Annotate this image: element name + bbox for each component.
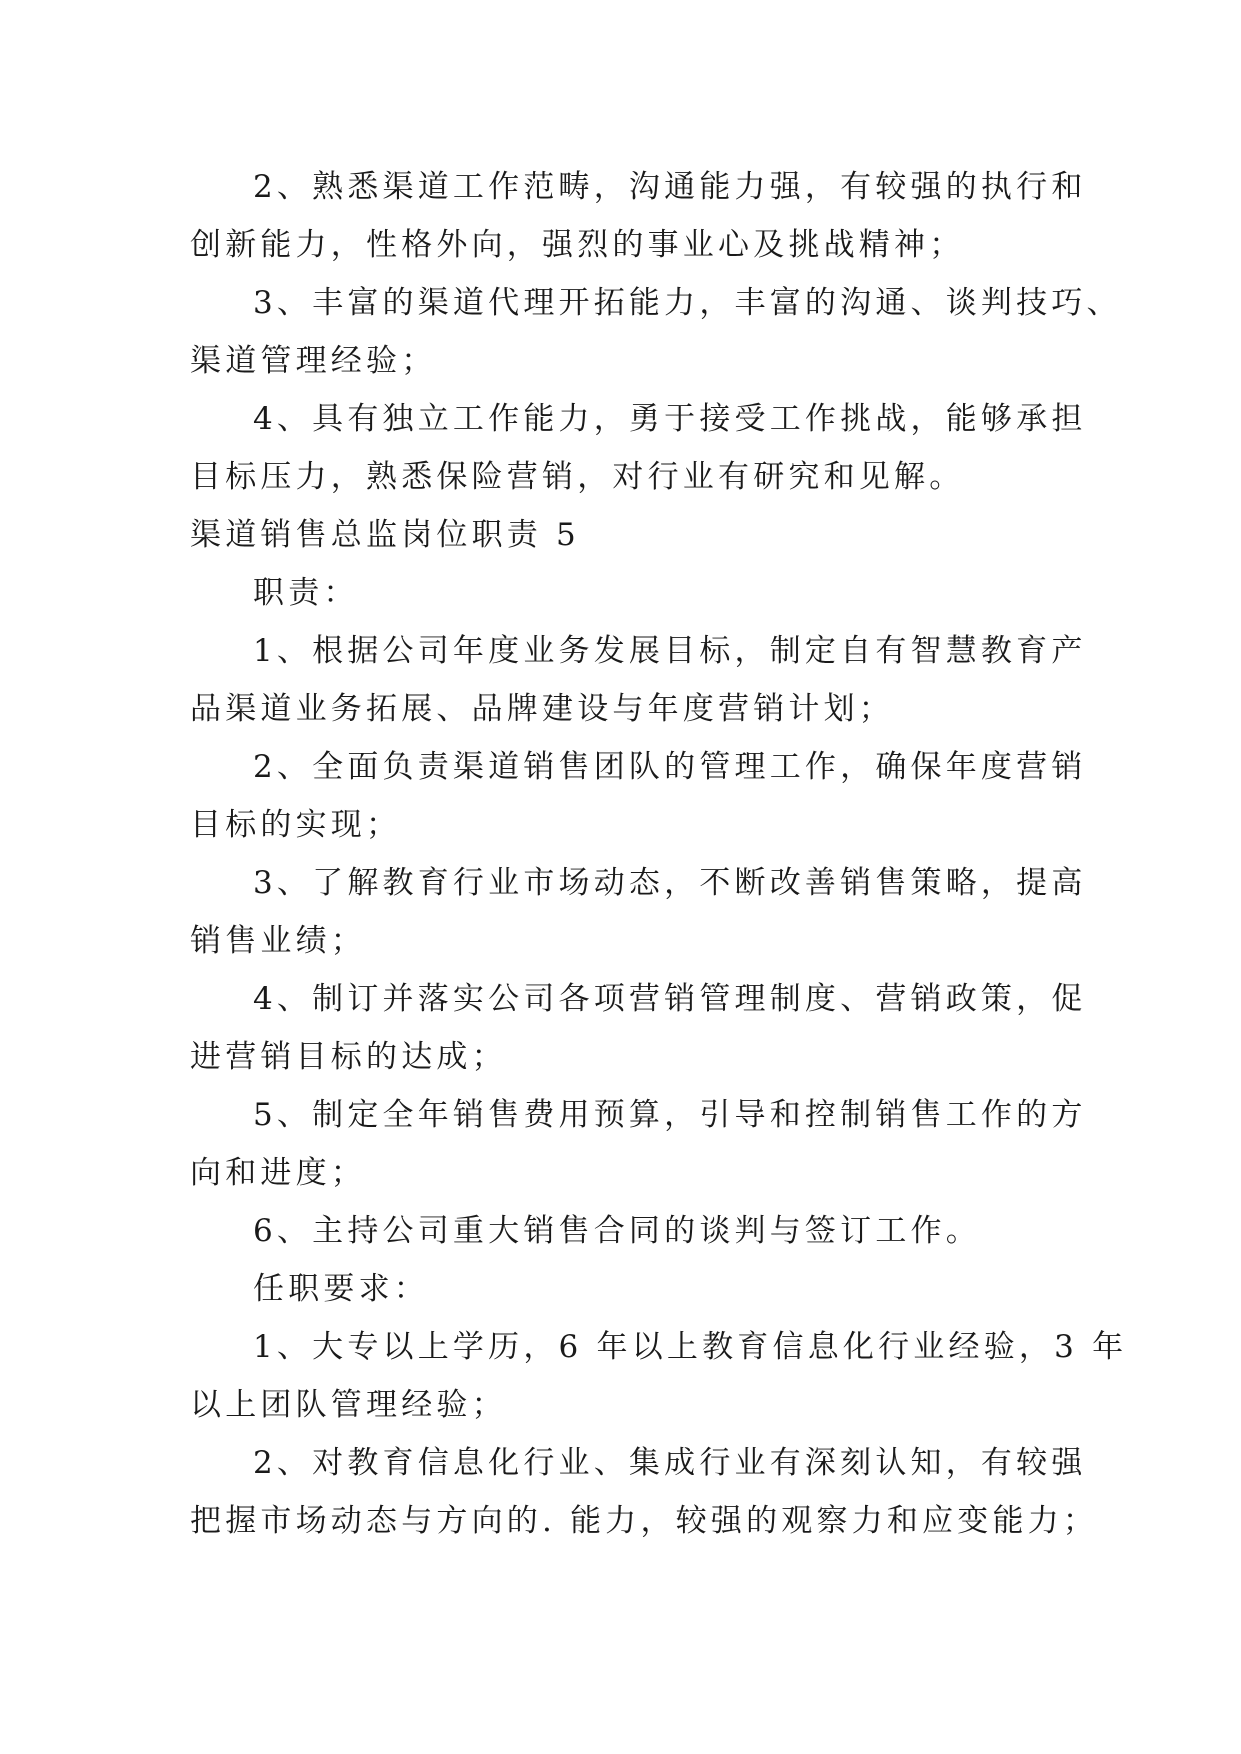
- text-line: 目标压力，熟悉保险营销，对行业有研究和见解。: [190, 459, 965, 495]
- text-line: 进营销目标的达成；: [190, 1039, 507, 1075]
- text-line: 4、制订并落实公司各项营销管理制度、营销政策，促: [253, 981, 1087, 1017]
- text-line: 以上团队管理经验；: [190, 1387, 507, 1423]
- text-line: 渠道管理经验；: [190, 343, 437, 379]
- text-line: 创新能力，性格外向，强烈的事业心及挑战精神；: [190, 227, 965, 263]
- text-line: 1、根据公司年度业务发展目标，制定自有智慧教育产: [253, 633, 1087, 669]
- text-line: 2、对教育信息化行业、集成行业有深刻认知，有较强: [253, 1445, 1087, 1481]
- text-line: 3、丰富的渠道代理开拓能力，丰富的沟通、谈判技巧、: [253, 285, 1122, 321]
- text-line: 2、熟悉渠道工作范畴，沟通能力强，有较强的执行和: [253, 169, 1087, 205]
- subsection-label: 职责：: [253, 575, 359, 611]
- text-line: 4、具有独立工作能力，勇于接受工作挑战，能够承担: [253, 401, 1087, 437]
- subsection-label: 任职要求：: [253, 1271, 429, 1307]
- text-line: 3、了解教育行业市场动态，不断改善销售策略，提高: [253, 865, 1087, 901]
- text-line: 目标的实现；: [190, 807, 402, 843]
- text-line: 品渠道业务拓展、品牌建设与年度营销计划；: [190, 691, 894, 727]
- text-line: 销售业绩；: [190, 923, 366, 959]
- section-heading: 渠道销售总监岗位职责 5: [190, 517, 580, 553]
- text-line: 1、大专以上学历，6 年以上教育信息化行业经验，3 年: [253, 1329, 1128, 1365]
- text-line: 6、主持公司重大销售合同的谈判与签订工作。: [253, 1213, 981, 1249]
- text-line: 向和进度；: [190, 1155, 366, 1191]
- text-line: 把握市场动态与方向的. 能力，较强的观察力和应变能力；: [190, 1503, 1099, 1539]
- text-line: 2、全面负责渠道销售团队的管理工作，确保年度营销: [253, 749, 1087, 785]
- text-line: 5、制定全年销售费用预算，引导和控制销售工作的方: [253, 1097, 1087, 1133]
